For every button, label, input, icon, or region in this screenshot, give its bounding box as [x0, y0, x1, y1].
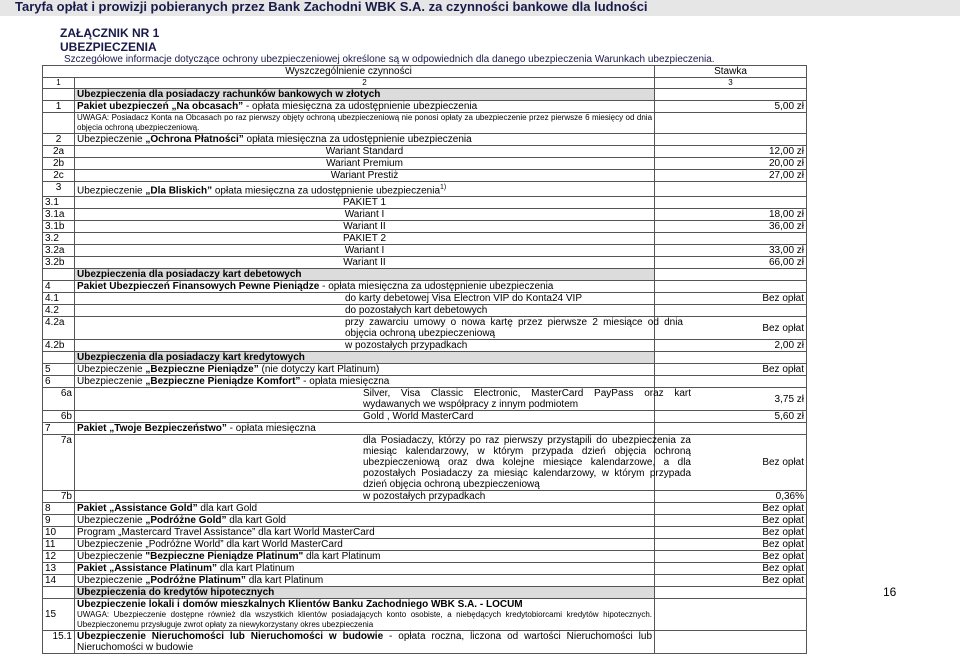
row-label: do karty debetowej Visa Electron VIP do Konta24 VIP: [75, 293, 655, 305]
row-label: PAKIET 2: [75, 233, 655, 245]
row-label-text: - opłata miesięczna za udostępnienie ubezpieczenia: [243, 101, 478, 112]
attachment-title: UBEZPIECZENIA: [60, 40, 157, 54]
row-label: [75, 515, 655, 527]
row-label: [75, 563, 655, 575]
row-label-bold: "Bezpieczne Pieniądze Platinum": [145, 551, 304, 563]
row-rate: 5,00 zł: [655, 101, 807, 113]
row-label: [75, 503, 655, 515]
row-rate: Bez opłat: [655, 515, 807, 527]
table-row: [43, 146, 807, 158]
row-no: 4.2a: [43, 317, 75, 340]
row-label-bold: Ubezpieczenie Nieruchomości lub Nieruchomości w budowie: [77, 631, 384, 643]
row-label-cell: [75, 317, 683, 340]
row-label: Silver, Visa Classic Electronic, MasterCard PayPass oraz kart wydawanych we współpracy z innym podmiotem: [363, 388, 691, 411]
row-rate: Bez opłat: [655, 551, 807, 563]
row-label: [75, 281, 655, 293]
row-label: do pozostałych kart debetowych: [75, 305, 655, 317]
table-row: [43, 551, 807, 563]
row-no: 13: [43, 563, 75, 575]
table-row: [43, 245, 807, 257]
row-label: Wariant Standard: [75, 146, 655, 158]
row-no: 2a: [43, 146, 75, 158]
table-row: [43, 539, 807, 551]
row-label-text: Ubezpieczenie: [77, 376, 146, 388]
row-no: 4.1: [43, 293, 75, 305]
footnote-marker: 1): [440, 184, 447, 191]
col-number: 2: [75, 78, 655, 89]
row-rate: Bez opłat: [655, 503, 807, 515]
row-label: Gold , World MasterCard: [75, 411, 655, 423]
row-rate: Bez opłat: [655, 539, 807, 551]
row-label-text: Ubezpieczenie: [77, 515, 146, 527]
row-rate: Bez opłat: [655, 575, 807, 587]
row-label: [75, 551, 655, 563]
table-row: [43, 305, 807, 317]
attachment-number: ZAŁĄCZNIK NR 1: [60, 26, 160, 40]
row-label-text: Ubezpieczenie: [77, 185, 146, 197]
row-label-text: dla kart Gold: [226, 515, 286, 527]
row-no: 15.1: [43, 631, 75, 654]
column-number-row: [43, 78, 807, 89]
row-label-text: (nie dotyczy kart Platinum): [258, 364, 380, 376]
table-row: [43, 599, 807, 631]
row-label: [75, 182, 655, 197]
section-row: [43, 269, 807, 281]
row-label-bold: Ubezpieczenie lokali i domów mieszkalnych Klientów Banku Zachodniego WBK S.A. - LOCUM: [77, 599, 523, 611]
row-no: 2b: [43, 158, 75, 170]
row-label-cell: [75, 388, 691, 411]
row-rate: 3,75 zł: [655, 388, 807, 411]
section-credit-cards: Ubezpieczenia dla posiadaczy kart kredytowych: [75, 352, 655, 364]
table-row: [43, 515, 807, 527]
section-debit-cards: Ubezpieczenia dla posiadaczy kart debetowych: [75, 269, 655, 281]
row-rate: Bez opłat: [655, 563, 807, 575]
table-row: [43, 257, 807, 269]
row-label-text: - opłata roczna, liczona od wartości Nieruchomości lub Nieruchomości w budowie: [77, 631, 653, 654]
table-row: [43, 134, 807, 146]
section-accounts: Ubezpieczenia dla posiadaczy rachunków bankowych w złotych: [75, 89, 655, 101]
row-label-text: Ubezpieczenie: [77, 575, 146, 587]
document-title: Taryfa opłat i prowizji pobieranych przez Bank Zachodni WBK S.A. za czynności bankowe dla ludności: [15, 0, 648, 14]
row-label: Wariant Premium: [75, 158, 655, 170]
row-no: 10: [43, 527, 75, 539]
row-label-bold: „Bezpieczne Pieniądze Komfort”: [145, 376, 301, 388]
row-no: 7b: [43, 491, 75, 503]
table-row: [43, 317, 807, 340]
table-row: [43, 563, 807, 575]
row-no: 2c: [43, 170, 75, 182]
table-row: [43, 575, 807, 587]
row-label-text: opłata miesięczna za udostępnienie ubezpieczenia: [243, 134, 472, 145]
row-label-bold: Pakiet ubezpieczeń „Na obcasach”: [77, 101, 244, 112]
row-label: Program „Mastercard Travel Assistance” dla kart World MasterCard: [75, 527, 655, 539]
row-note: UWAGA: Ubezpieczenie dostępne również dla wszystkich klientów posiadających konto osobiste, a niebędących kredytobiorcami kredytów hipotecznych. Ubezpieczonemu przysługuje zwrot opłaty za niewykorzystany okres ubezpieczenia: [77, 610, 653, 630]
row-rate: 66,00 zł: [655, 257, 807, 269]
table-row: [43, 388, 807, 411]
row-no: 3.2b: [43, 257, 75, 269]
row-no: 3: [43, 182, 75, 197]
row-label: Wariant I: [75, 245, 655, 257]
row-label: [75, 631, 655, 654]
row-rate: 5,60 zł: [655, 411, 807, 423]
row-label: [75, 101, 655, 113]
row-no: 9: [43, 515, 75, 527]
row-label-cell: [75, 599, 655, 631]
table-row: [43, 197, 807, 209]
row-label-bold: „Podróżne Platinum”: [145, 575, 246, 587]
row-no: 7: [43, 423, 75, 435]
row-rate: 12,00 zł: [655, 146, 807, 158]
table-row: [43, 221, 807, 233]
table-row: [43, 233, 807, 245]
table-row: [43, 182, 807, 197]
table-row: [43, 170, 807, 182]
row-no: 7a: [43, 435, 75, 491]
section-mortgage: Ubezpieczenia do kredytów hipotecznych: [75, 587, 655, 599]
row-label: Wariant I: [75, 209, 655, 221]
col-number: 3: [655, 78, 807, 89]
row-label-bold: „Ochrona Płatności”: [145, 134, 244, 145]
row-no: 6a: [43, 388, 75, 411]
row-rate: Bez opłat: [655, 435, 807, 491]
row-no: 6b: [43, 411, 75, 423]
table-row: [43, 293, 807, 305]
row-label: Wariant II: [75, 221, 655, 233]
section-row: [43, 352, 807, 364]
table-row: [43, 631, 807, 654]
table-row: [43, 281, 807, 293]
row-label-bold: Pakiet „Twoje Bezpieczeństwo”: [77, 423, 227, 435]
row-rate: Bez opłat: [655, 293, 807, 305]
row-label-bold: „Podróżne Gold”: [145, 515, 227, 527]
insurance-fee-table: [42, 65, 807, 654]
row-label: [75, 364, 655, 376]
row-no: 8: [43, 503, 75, 515]
row-label: [75, 134, 655, 146]
table-row: [43, 158, 807, 170]
row-label: dla Posiadaczy, którzy po raz pierwszy przystąpili do ubezpieczenia za miesiąc kalendarzowy, w którym przypada dzień objęcia ochroną ubezpieczeniową oraz dwa kolejne miesiące kalendarzowe, a dla pozostałych Posiadaczy za miesiąc kalendarzowy, w którym przypada dzień objęcia ochroną ubezpieczeniową: [363, 435, 691, 491]
row-label: przy zawarciu umowy o nowa kartę przez pierwsze 2 miesiące od dnia objęcia ochroną ubezpieczeniową: [345, 317, 683, 340]
row-no: 3.1b: [43, 221, 75, 233]
row-no: 15: [43, 599, 75, 631]
row-label-text: - opłata miesięczna: [226, 423, 316, 435]
col-header-rate: Stawka: [655, 66, 807, 78]
row-label-text: Ubezpieczenie: [77, 134, 146, 145]
row-label: Wariant Prestiż: [75, 170, 655, 182]
row-label-text: opłata miesięczna za udostępnienie ubezpieczenia: [212, 185, 441, 197]
row-label: [75, 376, 655, 388]
row-rate: 20,00 zł: [655, 158, 807, 170]
table-row: [43, 101, 807, 113]
row-no: 6: [43, 376, 75, 388]
table-row: [43, 491, 807, 503]
row-rate: 2,00 zł: [655, 340, 807, 352]
row-no: 3.1: [43, 197, 75, 209]
table-row: [43, 435, 807, 491]
table-header-row: [43, 66, 807, 78]
row-label-bold: Pakiet „Assistance Gold”: [77, 503, 198, 515]
row-label-bold: Pakiet „Assistance Platinum”: [77, 563, 218, 575]
row-no: 5: [43, 364, 75, 376]
row-label-text: dla kart Platinum: [245, 575, 324, 587]
row-note: UWAGA: Posiadacz Konta na Obcasach po raz pierwszy objęty ochroną ubezpieczeniową nie ponosi opłaty za ubezpieczenie przez pierwsze 6 miesięcy od dnia objęcia ochroną ubezpieczeniową.: [75, 113, 655, 134]
row-rate: Bez opłat: [655, 527, 807, 539]
row-no: 3.2a: [43, 245, 75, 257]
table-row: [43, 527, 807, 539]
row-label: [75, 423, 655, 435]
row-label-text: dla kart Gold: [197, 503, 258, 515]
row-rate: 36,00 zł: [655, 221, 807, 233]
row-no: 1: [43, 101, 75, 113]
table-row: [43, 113, 807, 134]
table-row: [43, 376, 807, 388]
row-no: 4.2: [43, 305, 75, 317]
table-row: [43, 411, 807, 423]
row-label-text: Ubezpieczenie: [77, 364, 146, 376]
row-label-text: - opłata miesięczna: [300, 376, 390, 388]
row-no: 3.1a: [43, 209, 75, 221]
row-no: 14: [43, 575, 75, 587]
table-row: [43, 364, 807, 376]
row-no: 11: [43, 539, 75, 551]
row-rate: Bez opłat: [655, 317, 807, 340]
col-number: 1: [43, 78, 75, 89]
row-label-cell: [75, 435, 691, 491]
row-label-bold: „Dla Bliskich”: [145, 185, 213, 197]
section-row: [43, 587, 807, 599]
row-label: Ubezpieczenie „Podróżne World” dla kart World MasterCard: [75, 539, 655, 551]
row-rate: 18,00 zł: [655, 209, 807, 221]
row-no: 4: [43, 281, 75, 293]
intro-text: Szczegółowe informacje dotyczące ochrony ubezpieczeniowej określone są w odpowiednich dla danego ubezpieczenia Warunkach ubezpieczenia.: [64, 54, 715, 65]
row-no: 4.2b: [43, 340, 75, 352]
row-label: w pozostałych przypadkach: [75, 491, 655, 503]
row-no: 12: [43, 551, 75, 563]
row-label-text: - opłata miesięczna za udostępnienie ubezpieczenia: [319, 281, 554, 293]
page-number: 16: [883, 585, 897, 599]
row-no: 3.2: [43, 233, 75, 245]
section-row: [43, 89, 807, 101]
table-row: [43, 340, 807, 352]
row-rate: 33,00 zł: [655, 245, 807, 257]
row-rate: Bez opłat: [655, 364, 807, 376]
row-label-text: Ubezpieczenie: [77, 551, 146, 563]
document-header: [0, 0, 960, 16]
row-no: 2: [43, 134, 75, 146]
table-row: [43, 423, 807, 435]
row-label: Wariant II: [75, 257, 655, 269]
row-label-bold: „Bezpieczne Pieniądze”: [145, 364, 259, 376]
row-label: w pozostałych przypadkach: [75, 340, 655, 352]
row-label-text: dla kart Platinum: [217, 563, 295, 575]
row-rate: 27,00 zł: [655, 170, 807, 182]
row-label-bold: Pakiet Ubezpieczeń Finansowych Pewne Pieniądze: [77, 281, 320, 293]
row-label-text: dla kart Platinum: [303, 551, 381, 563]
col-header-spec: Wyszczególnienie czynności: [43, 66, 655, 78]
table-row: [43, 209, 807, 221]
row-label: [75, 575, 655, 587]
row-label: PAKIET 1: [75, 197, 655, 209]
table-row: [43, 503, 807, 515]
row-rate: 0,36%: [655, 491, 807, 503]
